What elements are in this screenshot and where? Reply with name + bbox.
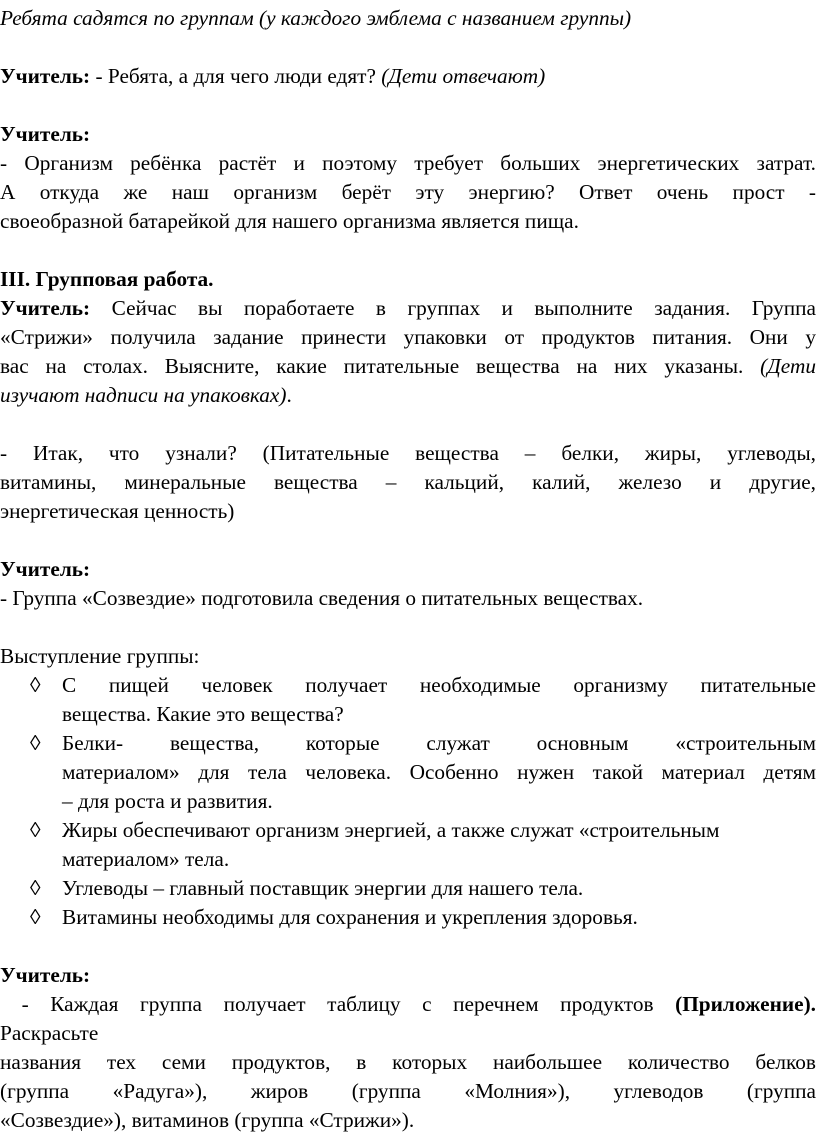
paragraph-line: вас на столах. Выясните, какие питательные вещества на них указаны. (Дети — [0, 354, 816, 378]
paragraph-line: (группа «Радуга»), жиров (группа «Молния»), углеводов (группа — [0, 1079, 816, 1103]
paragraph-line: - Организм ребёнка растёт и поэтому требует больших энергетических затрат. — [0, 151, 816, 175]
list-item: материалом» для тела человека. Особенно нужен такой материал детям — [62, 760, 816, 784]
paragraph-line: своеобразной батарейкой для нашего организма является пища. — [0, 209, 579, 233]
list-item: материалом» тела. — [62, 847, 230, 871]
list-item: Углеводы – главный поставщик энергии для нашего тела. — [62, 876, 584, 900]
list-item: Жиры обеспечивают организм энергией, а также служат «строительным — [62, 818, 720, 842]
paragraph-line: «Созвездие»), витаминов (группа «Стрижи»). — [0, 1108, 415, 1132]
paragraph-line: изучают надписи на упаковках). — [0, 383, 292, 407]
list-item: Витамины необходимы для сохранения и укрепления здоровья. — [62, 905, 638, 929]
paragraph-line: А откуда же наш организм берёт эту энергию? Ответ очень прост - — [0, 180, 816, 204]
paragraph-line: витамины, минеральные вещества – кальций, калий, железо и другие, — [0, 470, 816, 494]
diamond-bullet-icon: ◊ — [30, 731, 41, 755]
paragraph-line: Учитель: Сейчас вы поработаете в группах и выполните задания. Группа — [0, 296, 816, 320]
list-item: вещества. Какие это вещества? — [62, 702, 344, 726]
list-item: Белки- вещества, которые служат основным «строительным — [62, 731, 816, 755]
list-item: – для роста и развития. — [62, 789, 273, 813]
section-title: III. Групповая работа. — [0, 267, 214, 291]
paragraph-line: - Группа «Созвездие» подготовила сведения о питательных веществах. — [0, 586, 644, 610]
paragraph-line: названия тех семи продуктов, в которых наибольшее количество белков — [0, 1050, 816, 1074]
teacher-label: Учитель: — [0, 296, 91, 320]
diamond-bullet-icon: ◊ — [30, 905, 41, 929]
teacher-label: Учитель: — [0, 963, 91, 987]
list-item: С пищей человек получает необходимые организму питательные — [62, 673, 816, 697]
teacher-label: Учитель: — [0, 64, 91, 88]
paragraph-line: Раскрасьте — [0, 1021, 99, 1045]
teacher-question — [0, 62, 816, 91]
teacher-label: Учитель: — [0, 122, 91, 146]
intro-line: Ребята садятся по группам (у каждого эмблема с названием группы) — [0, 6, 632, 30]
paragraph-line: энергетическая ценность) — [0, 499, 235, 523]
children-answer-note: (Дети отвечают) — [381, 64, 546, 88]
diamond-bullet-icon: ◊ — [30, 673, 41, 697]
teacher-label: Учитель: — [0, 557, 91, 581]
paragraph-line: - Каждая группа получает таблицу с перечнем продуктов (Приложение). — [0, 992, 816, 1016]
paragraph-line: «Стрижи» получила задание принести упаковки от продуктов питания. Они у — [0, 325, 816, 349]
question-text: - Ребята, а для чего люди едят? — [90, 64, 382, 88]
appendix-reference: (Приложение). — [675, 992, 816, 1016]
diamond-bullet-icon: ◊ — [30, 876, 41, 900]
paragraph-line: - Итак, что узнали? (Питательные вещества – белки, жиры, углеводы, — [0, 441, 816, 465]
diamond-bullet-icon: ◊ — [30, 818, 41, 842]
speech-heading: Выступление группы: — [0, 644, 200, 668]
